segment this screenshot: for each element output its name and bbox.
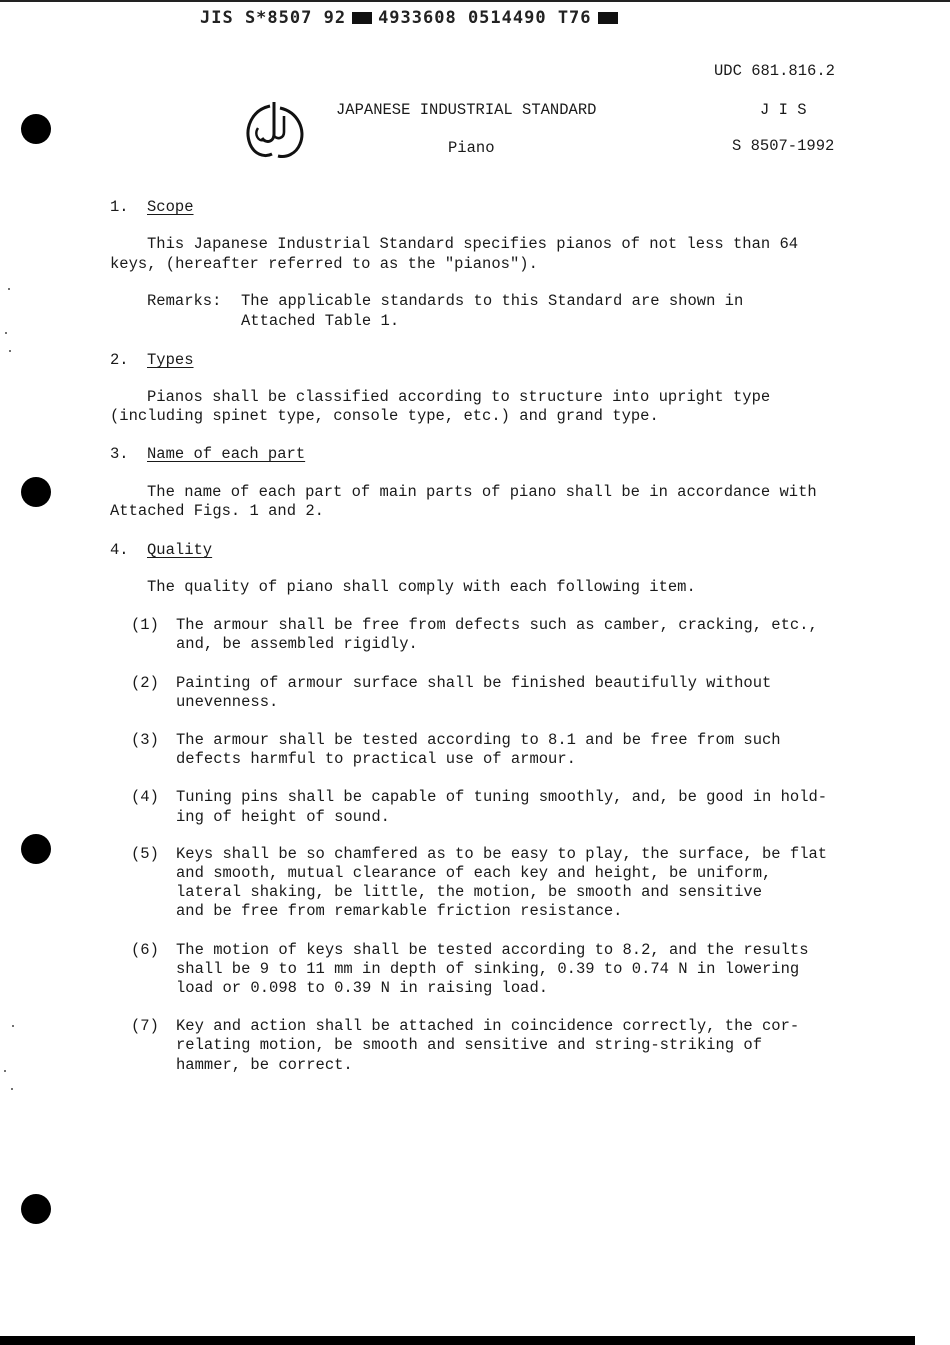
section-number: 4. [110, 541, 129, 559]
list-item-line: Key and action shall be attached in coincidence correctly, the cor- [176, 1017, 800, 1035]
list-item-line: ing of height of sound. [176, 808, 390, 826]
standard-subject: Piano [448, 139, 495, 157]
paragraph-line: (including spinet type, console type, etc.) and grand type. [110, 407, 659, 425]
paragraph-line: keys, (hereafter referred to as the "pianos"). [110, 255, 538, 273]
list-item-line: relating motion, be smooth and sensitive and string-striking of [176, 1036, 762, 1054]
section-title-quality: Quality [147, 541, 213, 559]
header-code [200, 8, 624, 28]
list-item-line: load or 0.098 to 0.39 N in raising load. [176, 979, 549, 997]
list-item-number: (6) [131, 941, 159, 959]
jis-mark-text: J I S [760, 101, 807, 119]
speck [4, 1070, 6, 1072]
header-block-mark-end [598, 12, 618, 24]
list-item-line: and, be assembled rigidly. [176, 635, 418, 653]
list-item-line: lateral shaking, be little, the motion, be smooth and sensitive [176, 883, 762, 901]
list-item-line: defects harmful to practical use of armour. [176, 750, 576, 768]
remarks-line: The applicable standards to this Standard are shown in [241, 292, 744, 310]
list-item-line: The armour shall be tested according to 8.1 and be free from such [176, 731, 781, 749]
paragraph-line: The quality of piano shall comply with each following item. [147, 578, 696, 596]
speck [11, 1088, 13, 1090]
binder-hole [21, 1194, 51, 1224]
speck [5, 332, 7, 334]
list-item-line: unevenness. [176, 693, 279, 711]
list-item-line: Keys shall be so chamfered as to be easy to play, the surface, be flat [176, 845, 828, 863]
remarks-label: Remarks: [147, 292, 222, 310]
header-code-mid: 4933608 0514490 T76 [378, 8, 592, 28]
speck [12, 1025, 14, 1027]
section-title-scope: Scope [147, 198, 194, 216]
paragraph-line: Pianos shall be classified according to structure into upright type [147, 388, 771, 406]
list-item-number: (3) [131, 731, 159, 749]
list-item-line: Painting of armour surface shall be finished beautifully without [176, 674, 772, 692]
paragraph-line: Attached Figs. 1 and 2. [110, 502, 324, 520]
speck [8, 288, 10, 290]
list-item-line: shall be 9 to 11 mm in depth of sinking, 0.39 to 0.74 N in lowering [176, 960, 800, 978]
standard-org-title: JAPANESE INDUSTRIAL STANDARD [336, 101, 597, 119]
binder-hole [21, 477, 51, 507]
section-title-types: Types [147, 351, 194, 369]
binder-hole [21, 114, 51, 144]
binder-hole [21, 834, 51, 864]
list-item-line: hammer, be correct. [176, 1056, 353, 1074]
list-item-number: (7) [131, 1017, 159, 1035]
list-item-line: Tuning pins shall be capable of tuning smoothly, and, be good in hold- [176, 788, 828, 806]
section-number: 3. [110, 445, 129, 463]
list-item-line: The motion of keys shall be tested according to 8.2, and the results [176, 941, 809, 959]
list-item-line: The armour shall be free from defects such as camber, cracking, etc., [176, 616, 818, 634]
list-item-number: (1) [131, 616, 159, 634]
paragraph-line: The name of each part of main parts of piano shall be in accordance with [147, 483, 817, 501]
list-item-line: and smooth, mutual clearance of each key and height, be uniform, [176, 864, 772, 882]
list-item-number: (2) [131, 674, 159, 692]
list-item-number: (4) [131, 788, 159, 806]
bottom-scan-bar [0, 1336, 915, 1345]
section-title-name-of-each-part: Name of each part [147, 445, 306, 463]
top-rule [0, 0, 950, 2]
paragraph-line: This Japanese Industrial Standard specifies pianos of not less than 64 [147, 235, 799, 253]
header-code-left: JIS S*8507 92 [200, 8, 347, 28]
standard-number: S 8507-1992 [732, 137, 835, 155]
section-number: 1. [110, 198, 129, 216]
section-number: 2. [110, 351, 129, 369]
header-block-mark [352, 12, 372, 24]
remarks-line: Attached Table 1. [241, 312, 400, 330]
jis-mark-icon [240, 98, 310, 164]
udc-number: UDC 681.816.2 [714, 62, 835, 80]
speck [9, 350, 11, 352]
list-item-line: and be free from remarkable friction resistance. [176, 902, 623, 920]
list-item-number: (5) [131, 845, 159, 863]
